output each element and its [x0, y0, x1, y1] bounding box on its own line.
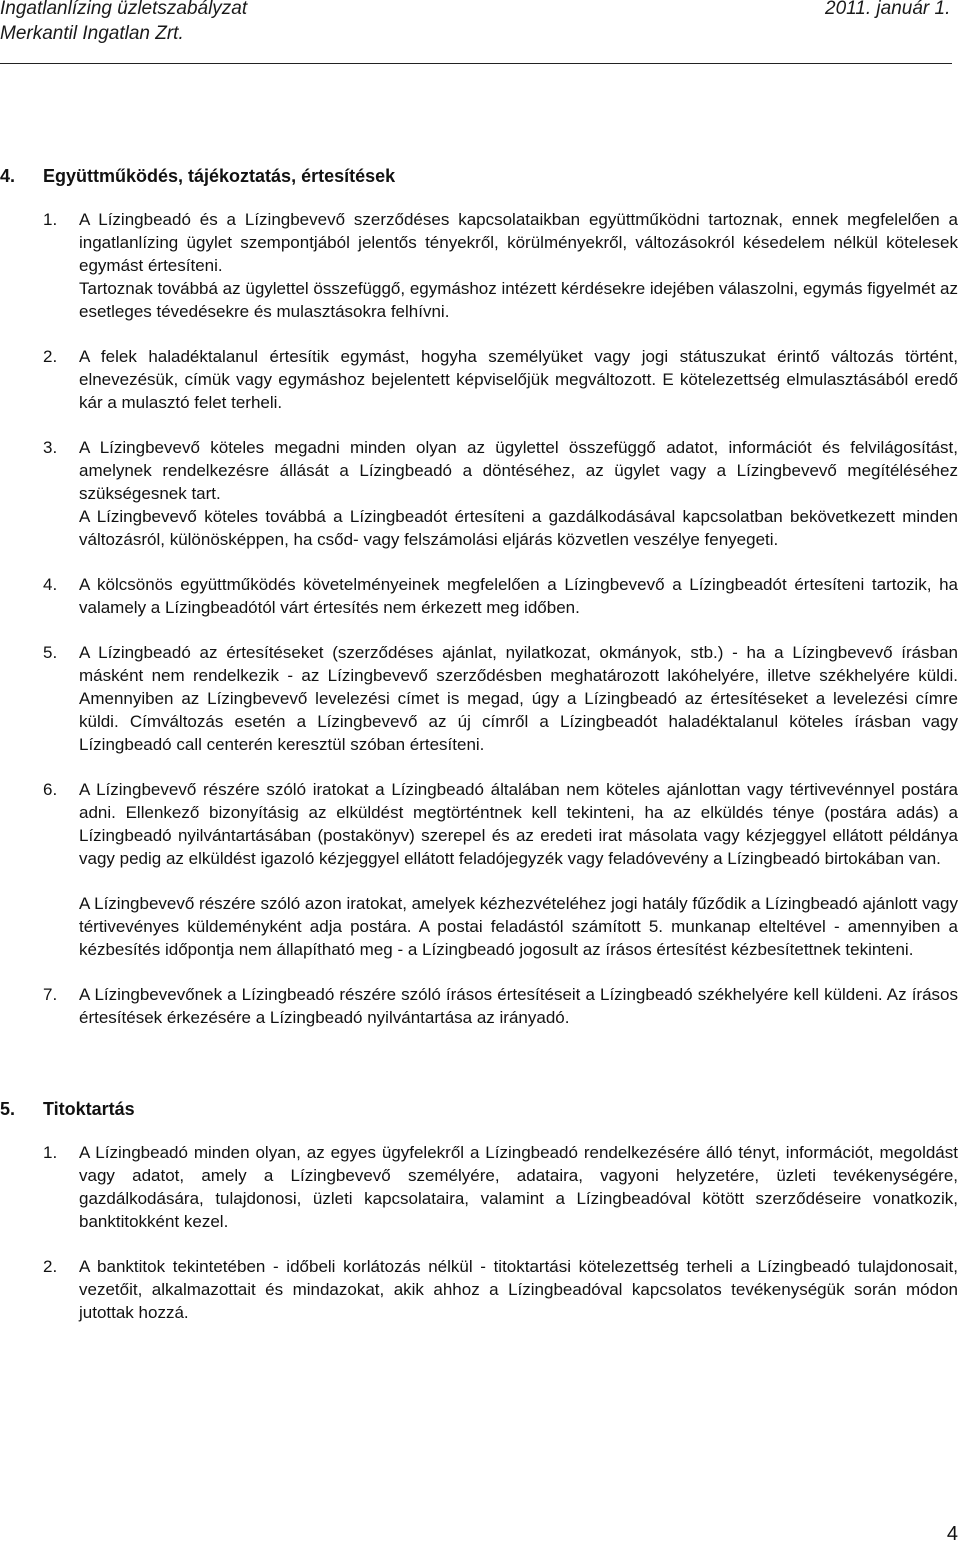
section-number: 4. [0, 166, 16, 186]
item-number: 6. [43, 780, 58, 799]
page-header [0, 0, 960, 66]
company-name: Merkantil Ingatlan Zrt. [0, 23, 184, 44]
section-4-item-3 [0, 436, 960, 551]
section-title: Titoktartás [43, 1099, 135, 1119]
document-body [0, 166, 960, 1346]
section-4-item-2 [0, 345, 960, 414]
section-4-item-4 [0, 573, 960, 619]
paragraph: A Lízingbeadó minden olyan, az egyes ügyfelekről a Lízingbeadó rendelkezésére álló tényt, információt, megoldást vagy adatot, amely a Lízingbevevő személyére, adataira, vagyoni helyzetére, üzleti tevékenységére, gazdálkodására, tulajdonosi, üzleti kapcsolataira, valamint a Lízingbeadóval kötött szerződéseire vonatkozik, banktitokként kezel. [79, 1143, 958, 1231]
paragraph: A Lízingbevevő részére szóló azon iratokat, amelyek kézhezvételéhez jogi hatály fűződik a Lízingbeadó ajánlott vagy tértivevényes küldeményként adja postára. A postai feladástól számított 5. munkanap elteltével - amennyiben a kézbesítés időpontja nem állapítható meg - a Lízingbeadó jogosult az írásos értesítést kézbesítettnek tekinteni. [79, 894, 958, 959]
paragraph: A Lízingbevevő köteles megadni minden olyan az ügylettel összefüggő adatot, információt és felvilágosítást, amelynek rendelkezésre állását a Lízingbeadó a döntéséhez, az ügylet vagy a Lízingbevevő megítéléséhez szükségesnek tart. [79, 438, 958, 503]
document-title: Ingatlanlízing üzletszabályzat [0, 0, 248, 19]
header-divider [0, 63, 952, 64]
section-title: Együttműködés, tájékoztatás, értesítések [43, 166, 396, 186]
section-5-heading [0, 1099, 960, 1123]
item-number: 7. [43, 985, 58, 1004]
section-4-item-7 [0, 983, 960, 1029]
item-number: 1. [43, 1143, 58, 1162]
page-number: 4 [946, 1523, 958, 1545]
paragraph: A Lízingbeadó és a Lízingbevevő szerződéses kapcsolataikban együttműködni tartoznak, ennek megfelelően a ingatlanlízing ügylet szempontjából jelentős tényekről, körülményekről, változásokról késedelem nélkül kötelesek egymást értesíteni. [79, 210, 958, 275]
section-4-heading [0, 166, 960, 190]
paragraph: A Lízingbevevő köteles továbbá a Lízingbeadót értesíteni a gazdálkodásával kapcsolatban bekövetkezett minden változásról, különösképpen, ha csőd- vagy felszámolási eljárás közvetlen veszélye fenyegeti. [79, 507, 958, 549]
section-4-item-6 [0, 778, 960, 961]
paragraph: A Lízingbevevőnek a Lízingbeadó részére szóló írásos értesítéseit a Lízingbeadó székhelyére kell küldeni. Az írásos értesítések érkezésére a Lízingbeadó nyilvántartása az irányadó. [79, 985, 958, 1027]
section-number: 5. [0, 1099, 16, 1119]
paragraph: Tartoznak továbbá az ügylettel összefüggő, egymáshoz intézett kérdésekre idejében válaszolni, egymás figyelmét az esetleges tévedésekre és mulasztásokra felhívni. [79, 279, 958, 321]
paragraph: A Lízingbevevő részére szóló iratokat a Lízingbeadó általában nem köteles ajánlottan vagy tértivevénnyel postára adni. Ellenkező bizonyításig az elküldést megtörténtnek kell tekinteni, ha az elküldés ténye (postára adás) a Lízingbeadó nyilvántartásában (postakönyv) szerepel és az eredeti irat másolata vagy kézjeggyel ellátott példánya vagy pedig az elküldést igazoló kézjeggyel ellátott feladójegyzék vagy feladóvevény a Lízingbeadó birtokában van. [79, 780, 958, 868]
paragraph: A kölcsönös együttműködés követelményeinek megfelelően a Lízingbevevő a Lízingbeadót értesíteni tartozik, ha valamely a Lízingbeadótól várt értesítés nem érkezett meg időben. [79, 575, 958, 617]
paragraph: A banktitok tekintetében - időbeli korlátozás nélkül - titoktartási kötelezettség terheli a Lízingbeadó tulajdonosait, vezetőit, alkalmazottait és mindazokat, akik ahhoz a Lízingbeadóval kapcsolatos tevékenységük során módon jutottak hozzá. [79, 1257, 958, 1322]
section-4-item-5 [0, 641, 960, 756]
section-5-item-2 [0, 1255, 960, 1324]
section-5-item-1 [0, 1141, 960, 1233]
paragraph: A felek haladéktalanul értesítik egymást, hogyha személyüket vagy jogi státuszukat érintő változás történt, elnevezésük, címük vagy egymáshoz bejelentett képviselőjük megváltozott. E kötelezettség elmulasztásából eredő kár a mulasztó felet terheli. [79, 347, 958, 412]
paragraph: A Lízingbeadó az értesítéseket (szerződéses ajánlat, nyilatkozat, okmányok, stb.) - ha a Lízingbevevő írásban másként nem rendelkezik - az Lízingbevevő szerződésben meghatározott lakóhelyére, illetve székhelyére küldi. Amennyiben az Lízingbevevő levelezési címet is megad, úgy a Lízingbeadó az értesítéseket a levelezési címre küldi. Címváltozás esetén a Lízingbevevő az új címről a Lízingbeadót haladéktalanul köteles írásban vagy Lízingbeadó call centerén keresztül szóban értesíteni. [79, 643, 958, 754]
section-4-item-1 [0, 208, 960, 323]
item-number: 4. [43, 575, 58, 594]
item-number: 5. [43, 643, 58, 662]
item-number: 2. [43, 347, 58, 366]
item-number: 3. [43, 438, 58, 457]
item-number: 2. [43, 1257, 58, 1276]
item-number: 1. [43, 210, 58, 229]
document-date: 2011. január 1. [825, 0, 951, 19]
